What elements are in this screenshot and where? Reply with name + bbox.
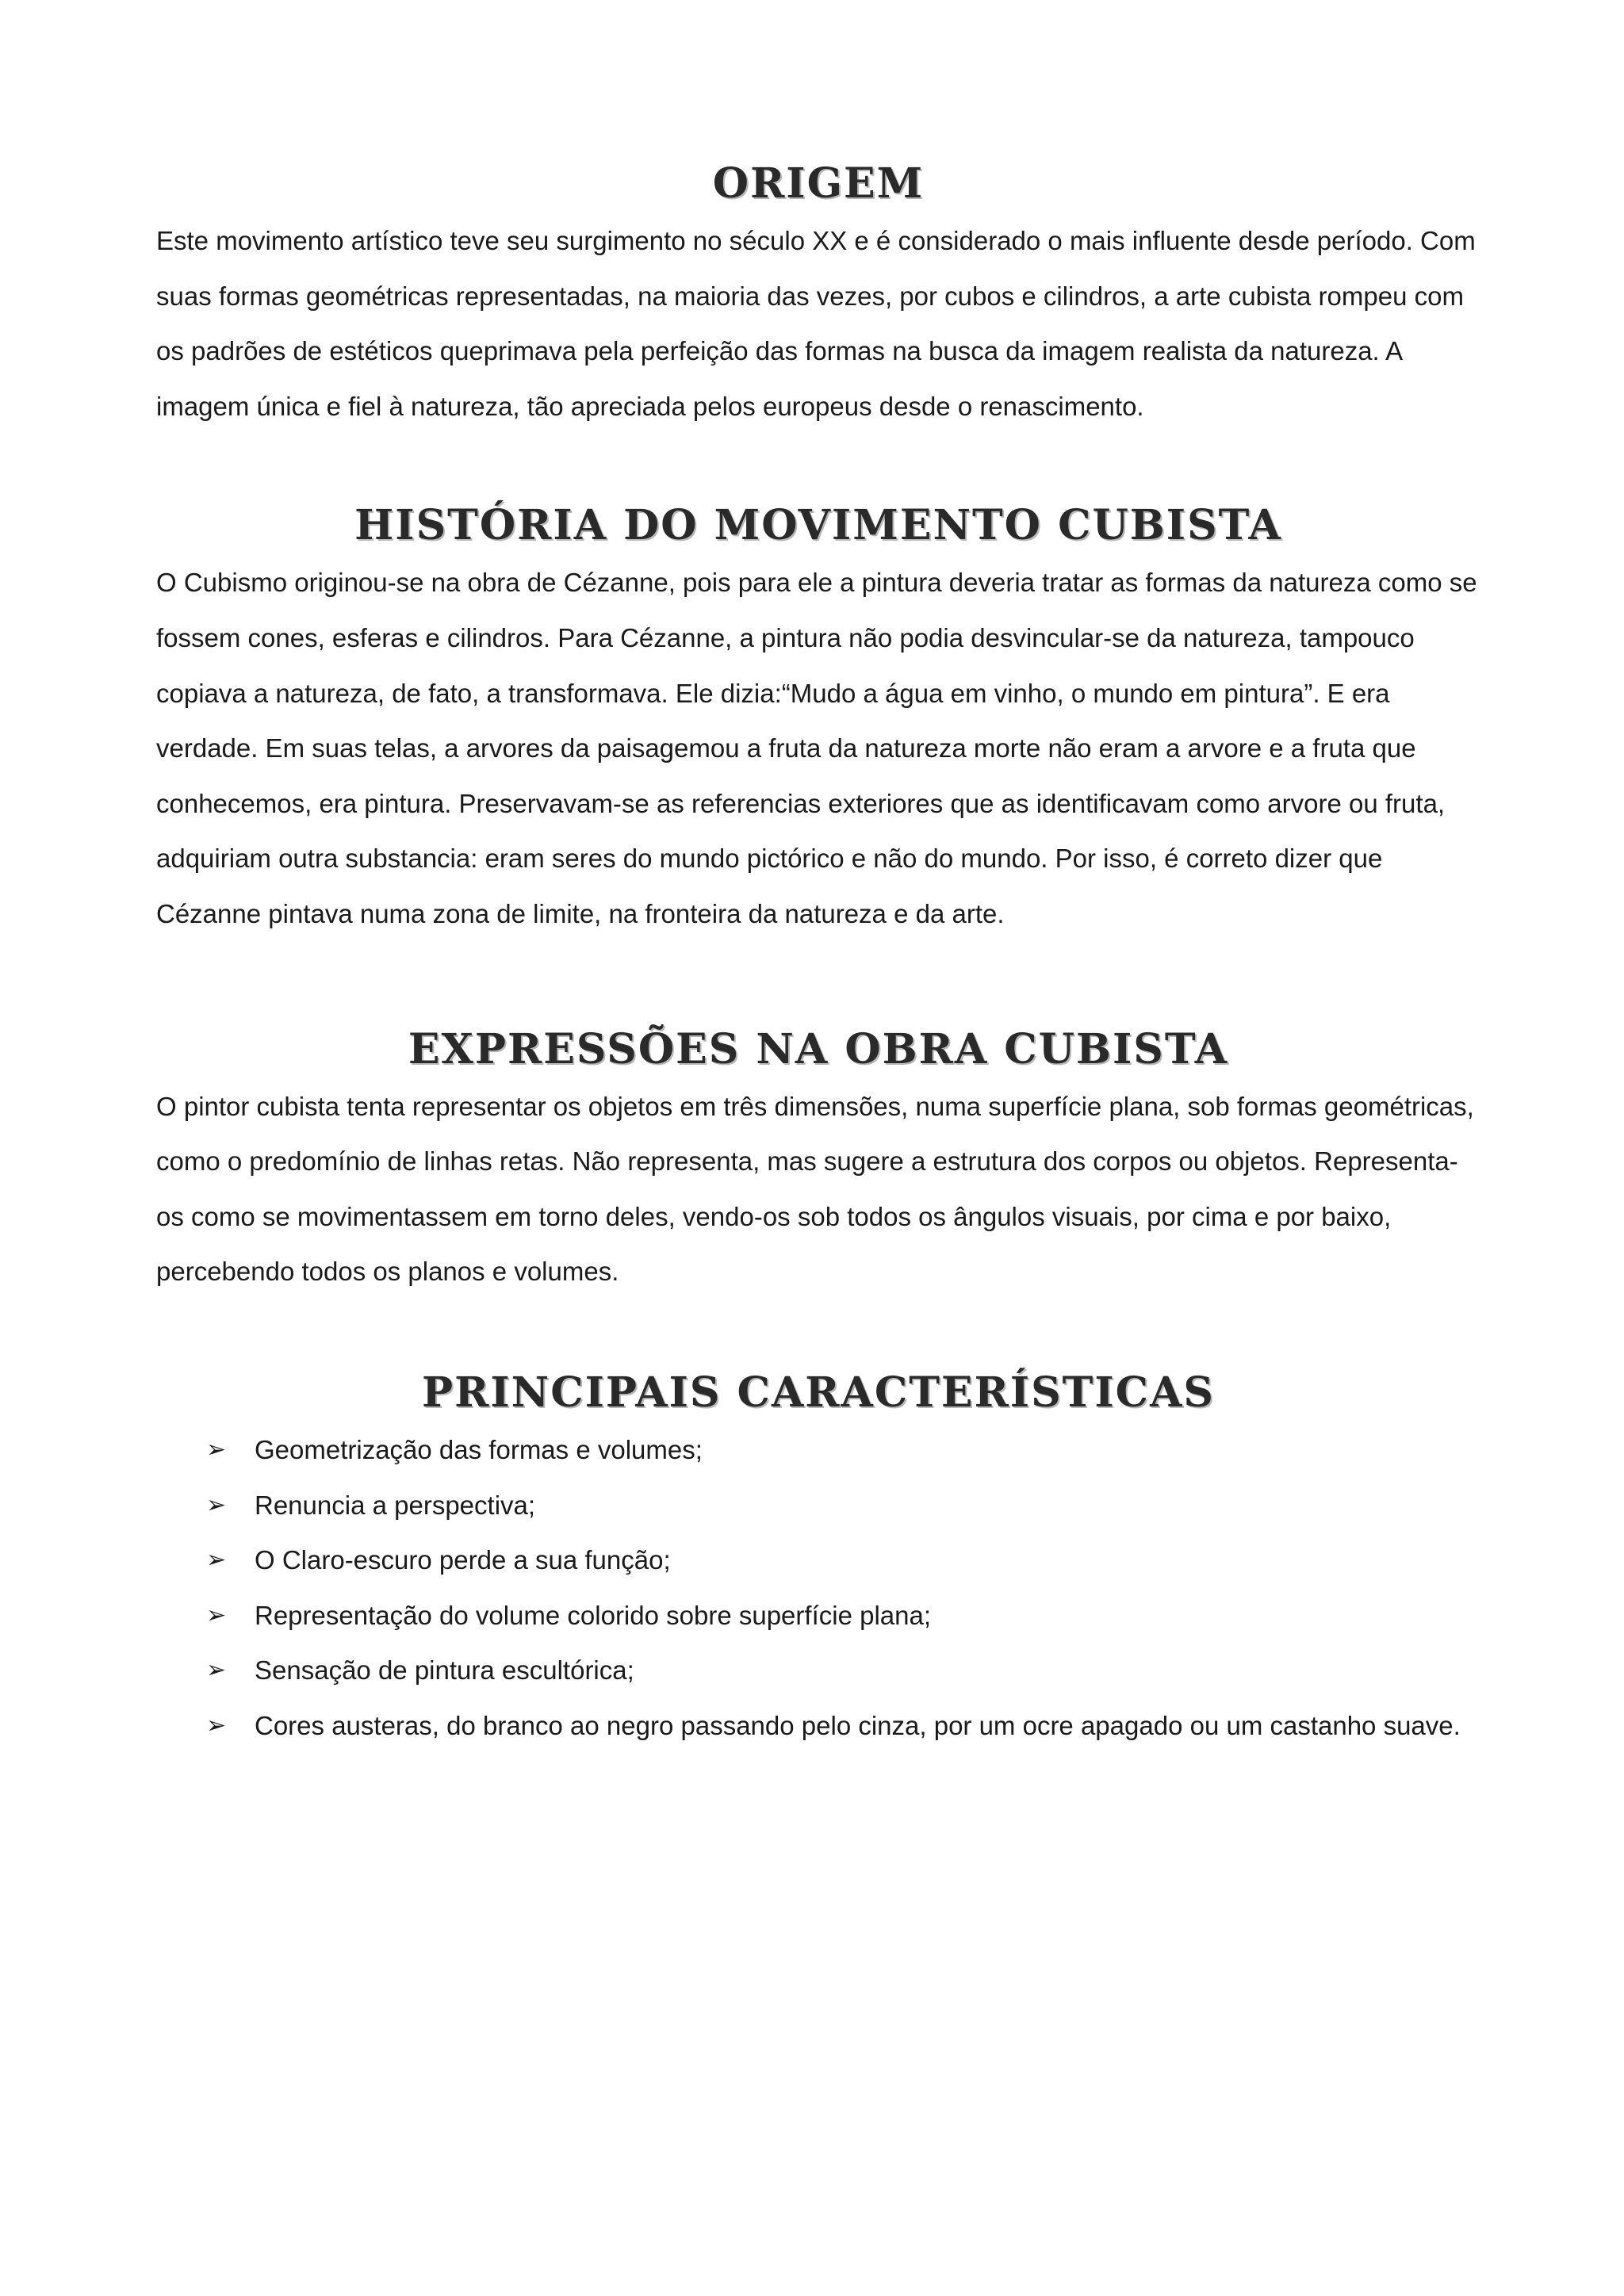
section-paragraph: O pintor cubista tenta representar os objetos em três dimensões, numa superfície plana, sob formas geométricas, como o predomínio de linhas retas. Não representa, mas sugere a estrutura dos corpos ou objetos. Representa-os como se movimentassem em torno deles, vendo-os sob todos os ângulos visuais, por cima e por baixo, percebendo todos os planos e volumes. (156, 1091, 1474, 1287)
document-page (156, 159, 1480, 1753)
arrow-bullet-icon: ➢ (206, 1435, 227, 1464)
list-item (156, 1643, 1480, 1698)
list-item (156, 1698, 1480, 1754)
list-item-text: Cores austeras, do branco ao negro passando pelo cinza, por um ocre apagado ou um castanho suave. (255, 1710, 1461, 1740)
list-item-text: Representação do volume colorido sobre superfície plana; (255, 1600, 932, 1630)
arrow-bullet-icon: ➢ (206, 1656, 227, 1685)
list-item (156, 1478, 1480, 1533)
list-item (156, 1533, 1480, 1588)
section-heading: HISTÓRIA DO MOVIMENTO CUBISTA (354, 501, 1282, 550)
list-item (156, 1422, 1480, 1478)
list-item-text: Sensação de pintura escultórica; (255, 1655, 634, 1686)
arrow-bullet-icon: ➢ (206, 1490, 227, 1519)
section-heading: PRINCIPAIS CARACTERÍSTICAS (422, 1368, 1215, 1417)
section-caracteristicas (156, 1368, 1480, 1754)
arrow-bullet-icon: ➢ (206, 1711, 227, 1739)
arrow-bullet-icon: ➢ (206, 1546, 227, 1575)
section-paragraph: O Cubismo originou-se na obra de Cézanne, pois para ele a pintura deveria tratar as formas da natureza como se fossem cones, esferas e cilindros. Para Cézanne, a pintura não podia desvincular-se da natureza, tampouco copiava a natureza, de fato, a transformava. Ele dizia:“Mudo a água em vinho, o mundo em pintura”. E era verdade. Em suas telas, a arvores da paisagemou a fruta da natureza morte não eram a arvore e a fruta que conhecemos, era pintura. Preservavam-se as referencias exteriores que as identificavam como arvore ou fruta, adquiriam outra substancia: eram seres do mundo pictórico e não do mundo. Por isso, é correto dizer que Cézanne pintava numa zona de limite, na fronteira da natureza e da arte. (156, 568, 1477, 928)
section-historia (156, 500, 1480, 941)
list-item-text: Geometrização das formas e volumes; (255, 1434, 703, 1464)
arrow-bullet-icon: ➢ (206, 1601, 227, 1629)
list-item-text: O Claro-escuro perde a sua função; (255, 1545, 671, 1575)
section-heading: ORIGEM (712, 159, 925, 208)
characteristics-list (156, 1422, 1480, 1754)
section-paragraph: Este movimento artístico teve seu surgimento no século XX e é considerado o mais influente desde período. Com suas formas geométricas representadas, na maioria das vezes, por cubos e cilindros, a arte cubista rompeu com os padrões de estéticos queprimava pela perfeição das formas na busca da imagem realista da natureza. A imagem única e fiel à natureza, tão apreciada pelos europeus desde o renascimento. (156, 226, 1476, 421)
section-heading: EXPRESSÕES NA OBRA CUBISTA (408, 1024, 1229, 1073)
section-origem (156, 159, 1480, 434)
list-item-text: Renuncia a perspectiva; (255, 1490, 536, 1520)
list-item (156, 1588, 1480, 1644)
section-expressoes (156, 1024, 1480, 1299)
